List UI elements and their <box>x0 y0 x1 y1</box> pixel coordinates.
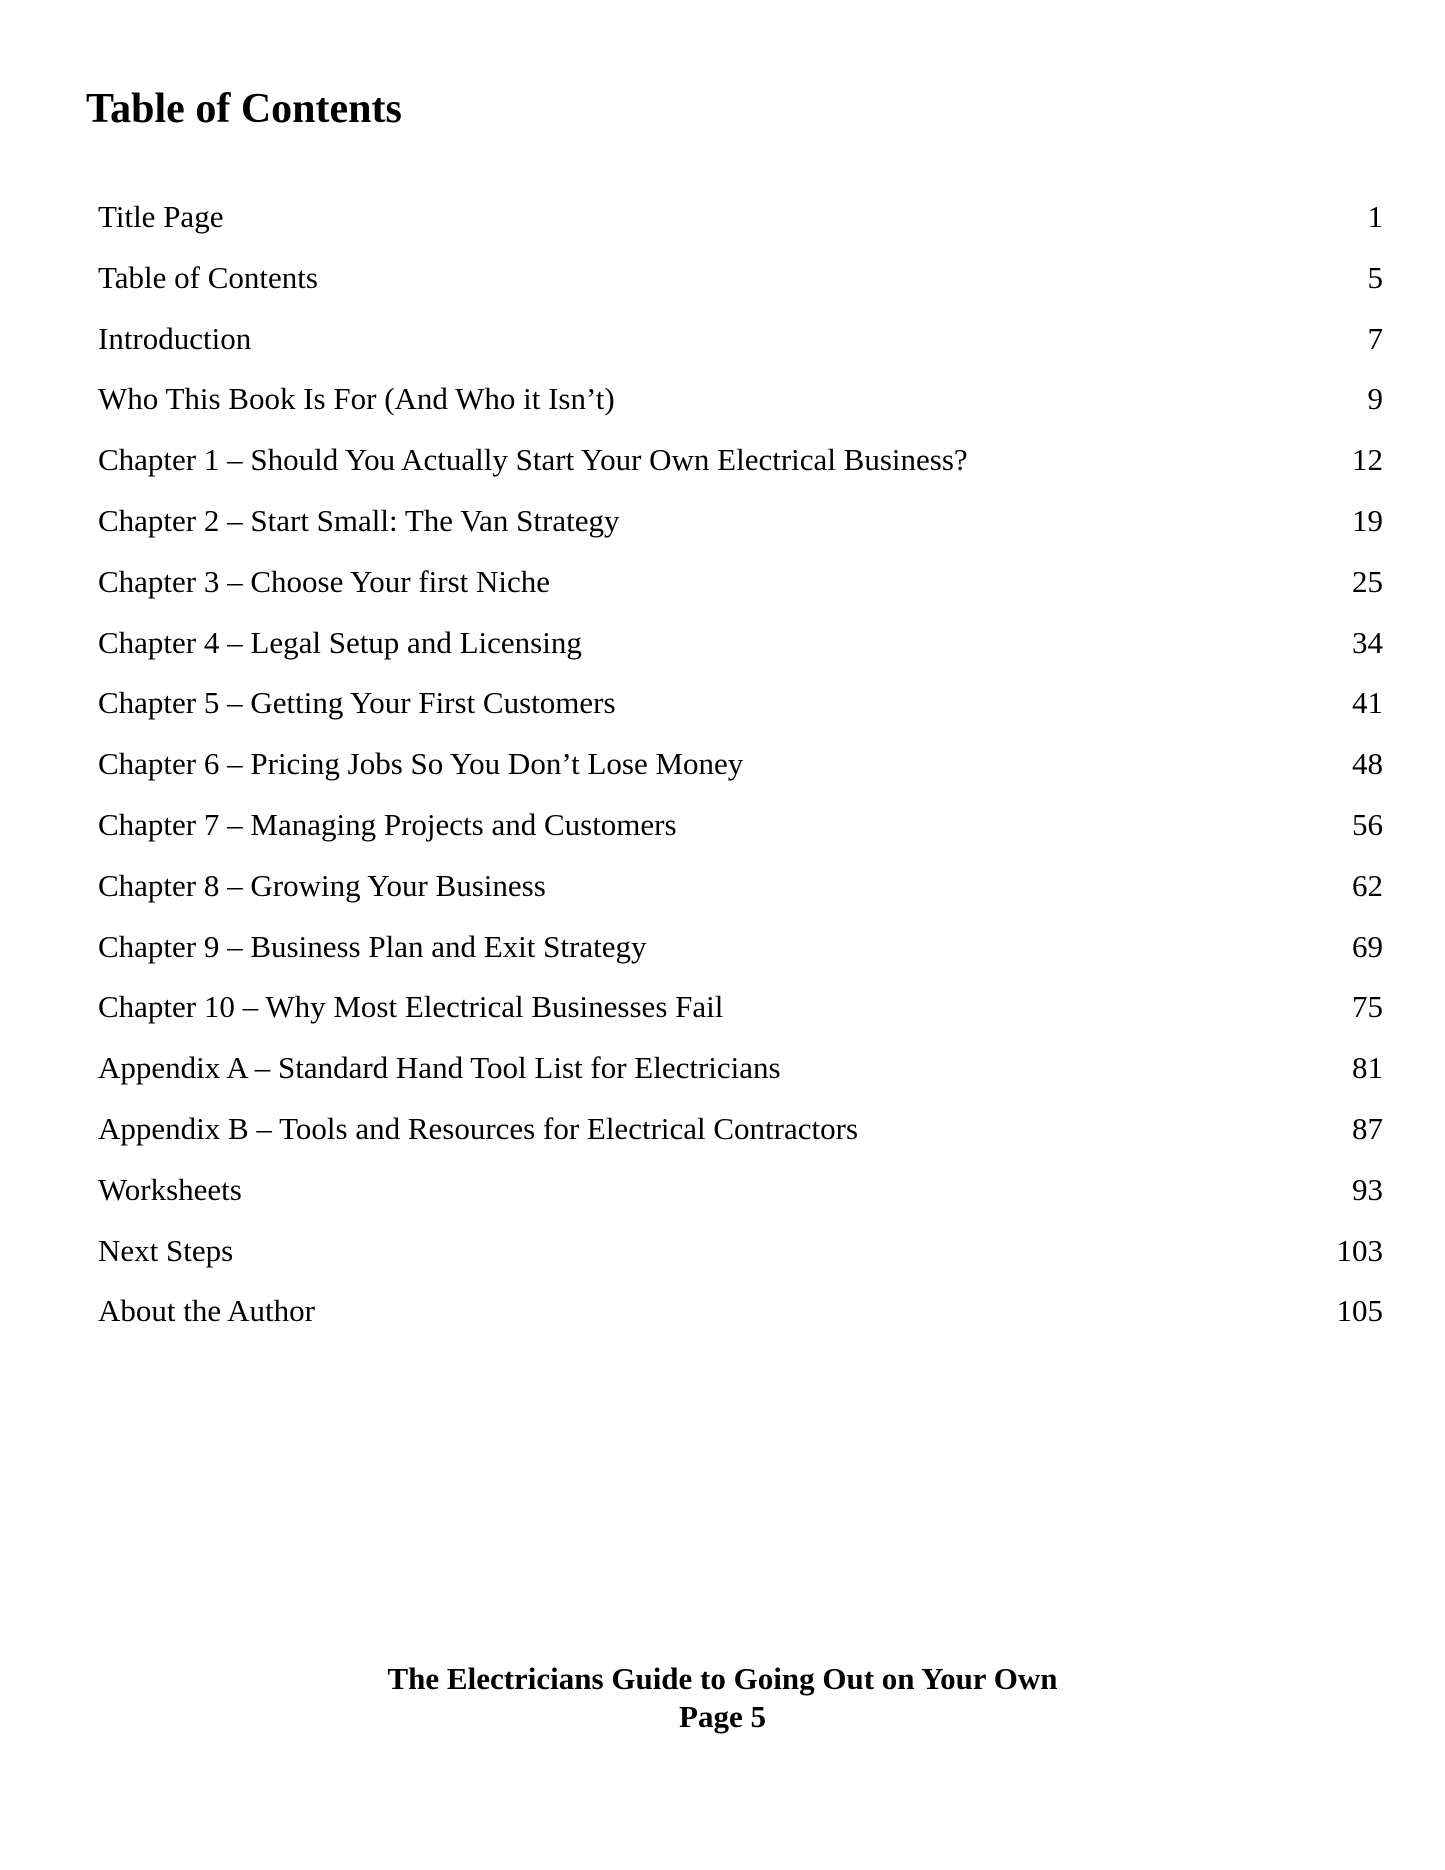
toc-entry-page: 25 <box>1352 563 1383 599</box>
toc-entry[interactable] <box>98 681 1383 742</box>
toc-entry-title: Next Steps <box>98 1232 234 1268</box>
toc-entry[interactable] <box>98 742 1383 803</box>
toc-entry-page: 87 <box>1352 1110 1383 1146</box>
footer-page-number: Page 5 <box>679 1699 766 1734</box>
toc-entry-page: 69 <box>1352 928 1383 964</box>
toc-entry-page: 81 <box>1352 1050 1383 1086</box>
toc-entry-title: Who This Book Is For (And Who it Isn’t) <box>98 381 615 417</box>
toc-entry-page: 1 <box>1367 199 1383 234</box>
toc-entry[interactable] <box>98 803 1383 864</box>
toc-entry[interactable] <box>98 864 1383 925</box>
toc-entry[interactable] <box>98 1289 1383 1350</box>
toc-entry[interactable] <box>98 621 1383 682</box>
table-of-contents <box>98 195 1383 1350</box>
toc-entry-page: 93 <box>1352 1171 1383 1207</box>
toc-entry-title: Chapter 10 – Why Most Electrical Businesses Fail <box>98 989 724 1025</box>
toc-entry-page: 7 <box>1367 320 1383 356</box>
toc-entry-page: 19 <box>1352 502 1383 538</box>
toc-entry-page: 105 <box>1336 1293 1383 1329</box>
toc-entry[interactable] <box>98 560 1383 621</box>
toc-entry-title: Chapter 9 – Business Plan and Exit Strategy <box>98 928 647 964</box>
toc-entry[interactable] <box>98 925 1383 986</box>
toc-entry-title: Chapter 6 – Pricing Jobs So You Don’t Lose Money <box>98 746 744 782</box>
toc-entry-title: Chapter 5 – Getting Your First Customers <box>98 685 616 721</box>
toc-entry-title: Appendix A – Standard Hand Tool List for Electricians <box>98 1050 781 1086</box>
toc-entry[interactable] <box>98 1107 1383 1168</box>
toc-entry-page: 48 <box>1352 746 1383 782</box>
toc-entry-title: Appendix B – Tools and Resources for Electrical Contractors <box>98 1110 859 1146</box>
page-title: Table of Contents <box>86 86 402 132</box>
toc-entry-page: 12 <box>1352 442 1383 478</box>
footer-book-title: The Electricians Guide to Going Out on Your Own <box>387 1661 1058 1696</box>
toc-entry-title: Worksheets <box>98 1171 242 1207</box>
toc-entry-title: Chapter 2 – Start Small: The Van Strategy <box>98 502 620 538</box>
toc-entry-page: 75 <box>1352 989 1383 1025</box>
toc-entry-title: Chapter 3 – Choose Your first Niche <box>98 563 551 599</box>
toc-entry-title: Table of Contents <box>98 259 318 295</box>
page-footer <box>0 1660 1445 1736</box>
toc-entry[interactable] <box>98 317 1383 378</box>
toc-entry-page: 62 <box>1352 867 1383 903</box>
toc-entry[interactable] <box>98 438 1383 499</box>
toc-entry-title: About the Author <box>98 1293 315 1329</box>
toc-entry[interactable] <box>98 1229 1383 1290</box>
toc-entry[interactable] <box>98 256 1383 317</box>
toc-entry-title: Chapter 1 – Should You Actually Start Your Own Electrical Business? <box>98 442 968 478</box>
toc-entry[interactable] <box>98 499 1383 560</box>
toc-entry-title: Introduction <box>98 320 252 356</box>
toc-entry[interactable] <box>98 377 1383 438</box>
toc-entry-title: Title Page <box>98 199 224 234</box>
toc-entry[interactable] <box>98 1168 1383 1229</box>
toc-entry-title: Chapter 8 – Growing Your Business <box>98 867 546 903</box>
toc-entry-page: 103 <box>1336 1232 1383 1268</box>
toc-entry-page: 56 <box>1352 806 1383 842</box>
toc-entry[interactable] <box>98 985 1383 1046</box>
toc-entry[interactable] <box>98 1046 1383 1107</box>
toc-entry-page: 5 <box>1367 259 1383 295</box>
toc-entry-page: 41 <box>1352 685 1383 721</box>
toc-entry-title: Chapter 7 – Managing Projects and Customers <box>98 806 677 842</box>
toc-entry[interactable] <box>98 195 1383 256</box>
toc-entry-title: Chapter 4 – Legal Setup and Licensing <box>98 624 582 660</box>
toc-entry-page: 9 <box>1367 381 1383 417</box>
toc-entry-page: 34 <box>1352 624 1383 660</box>
